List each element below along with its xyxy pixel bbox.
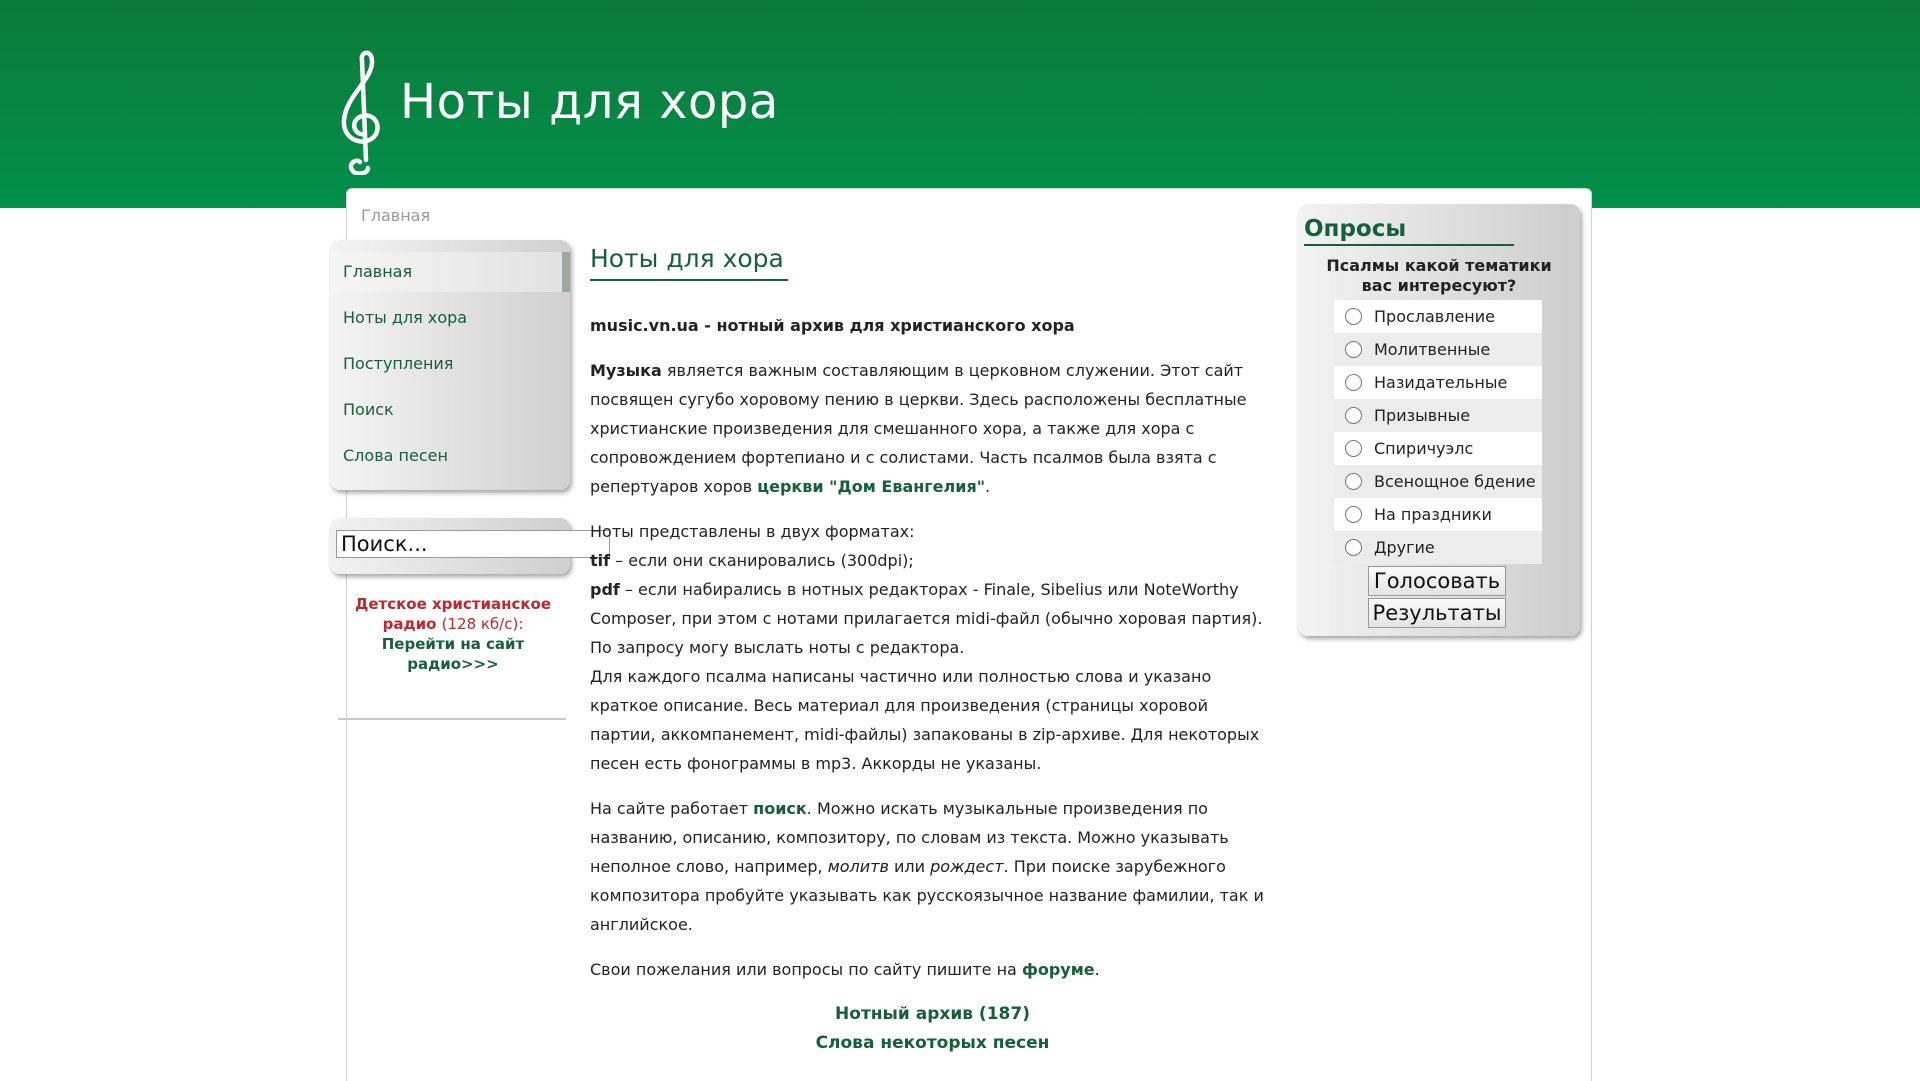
intro-text: music.vn.ua - нотный архив для христианского хора [590, 316, 1075, 335]
poll-option[interactable] [1334, 465, 1542, 498]
search-or: или [888, 857, 931, 876]
poll-options [1334, 300, 1542, 564]
church-link[interactable]: церкви "Дом Евангелия" [757, 477, 986, 496]
formats-intro: Ноты представлены в двух форматах: [590, 522, 915, 541]
poll-question: Псалмы какой тематики вас интересуют? [1326, 256, 1552, 295]
music-text: является важным составляющим в церковном служении. Этот сайт посвящен сугубо хоровому пению в церкви. Здесь расположены бесплатные христианские произведения для смешанного хора, а также для хора с сопровождением фортепиано и с солистами. Часть псалмов была взята с репертуаров хоров [590, 361, 1247, 496]
paragraph-formats [590, 517, 1275, 778]
poll-option-label: Назидательные [1374, 373, 1508, 392]
poll-option-label: Прославление [1374, 307, 1496, 326]
paragraph-forum [590, 955, 1275, 984]
radio-button[interactable] [1345, 341, 1362, 358]
poll-option-label: Всенощное бдение [1374, 472, 1536, 491]
search-example-2: рождест [930, 857, 1004, 876]
poll-option[interactable] [1334, 366, 1542, 399]
radio-ad-title: Детское христианское радио [354, 595, 552, 633]
sidebar-nav [330, 252, 570, 482]
main-content [590, 240, 1275, 1058]
search-text-1: . Можно искать музыкальные произведения по названию, описанию, композитору, по словам из текста. Можно указывать неполное слово, например, [590, 799, 1229, 876]
pdf-bold: pdf [590, 580, 620, 599]
search-text-2: . При поиске зарубежного композитора пробуйте указывать как русскоязычное название фамилии, так и английское. [590, 857, 1264, 934]
radio-ad-bitrate: (128 кб/с): [441, 615, 524, 633]
radio-button[interactable] [1345, 506, 1362, 523]
search-example-1: молитв [827, 857, 889, 876]
radio-button[interactable] [1345, 308, 1362, 325]
poll-option[interactable] [1334, 432, 1542, 465]
radio-button[interactable] [1345, 473, 1362, 490]
search-text-start: На сайте работает [590, 799, 754, 818]
lyrics-link[interactable]: Слова некоторых песен [815, 1033, 1050, 1053]
tif-bold: tif [590, 551, 611, 570]
radio-button[interactable] [1345, 539, 1362, 556]
archive-link[interactable]: Нотный архив (187) [835, 1004, 1030, 1024]
poll-option-label: На праздники [1374, 505, 1492, 524]
nav-item-choir-notes[interactable]: Ноты для хора [343, 308, 468, 327]
forum-text: Свои пожелания или вопросы по сайту пишите на [590, 960, 1022, 979]
results-button[interactable]: Результаты [1368, 598, 1506, 628]
poll-title: Опросы [1304, 216, 1514, 246]
poll-option[interactable] [1334, 300, 1542, 333]
poll-option[interactable] [1334, 531, 1542, 564]
tif-text: – если они сканировались (300dpi); [610, 551, 914, 570]
nav-item-arrivals[interactable]: Поступления [343, 354, 454, 373]
nav-item-search[interactable]: Поиск [343, 400, 394, 419]
music-end: . [985, 477, 991, 496]
logo-text: Ноты для хора [400, 74, 779, 130]
nav-item-lyrics[interactable]: Слова песен [343, 446, 448, 465]
poll-option[interactable] [1334, 399, 1542, 432]
radio-ad [340, 594, 566, 674]
radio-button[interactable] [1345, 374, 1362, 391]
treble-clef-icon [338, 50, 390, 175]
poll-option[interactable] [1334, 333, 1542, 366]
poll-option-label: Призывные [1374, 406, 1471, 425]
breadcrumb[interactable]: Главная [361, 206, 431, 225]
paragraph-music [590, 356, 1275, 501]
sidebar-divider [338, 718, 566, 720]
nav-item-home[interactable]: Главная [330, 252, 570, 292]
vote-button[interactable]: Голосовать [1368, 566, 1506, 596]
site-header [0, 0, 1920, 208]
archive-links [590, 1000, 1275, 1058]
poll-option-label: Другие [1374, 538, 1435, 557]
music-bold: Музыка [590, 361, 662, 380]
paragraph-search [590, 794, 1275, 939]
poll-option-label: Молитвенные [1374, 340, 1491, 359]
radio-button[interactable] [1345, 407, 1362, 424]
site-logo[interactable] [338, 50, 779, 180]
poll-option[interactable] [1334, 498, 1542, 531]
radio-button[interactable] [1345, 440, 1362, 457]
radio-site-link[interactable]: Перейти на сайт радио>>> [381, 635, 525, 673]
search-link[interactable]: поиск [753, 799, 807, 818]
search-input[interactable] [336, 530, 610, 558]
forum-end: . [1094, 960, 1100, 979]
poll-option-label: Спиричуэлс [1374, 439, 1474, 458]
pdf-text: – если набирались в нотных редакторах - Finale, Sibelius или NoteWorthy Composer, при этом с нотами прилагается midi-файл (обычно хоровая партия). По запросу могу выслать ноты с редактора. [590, 580, 1263, 657]
page-title: Ноты для хора [590, 240, 788, 281]
formats-rest: Для каждого псалма написаны частично или полностью слова и указано краткое описание. Весь материал для произведения (страницы хоровой партии, аккомпанемент, midi-файлы) запакованы в zip-архиве. Для некоторых песен есть фонограммы в mp3. Аккорды не указаны. [590, 667, 1260, 773]
forum-link[interactable]: форуме [1021, 960, 1095, 979]
